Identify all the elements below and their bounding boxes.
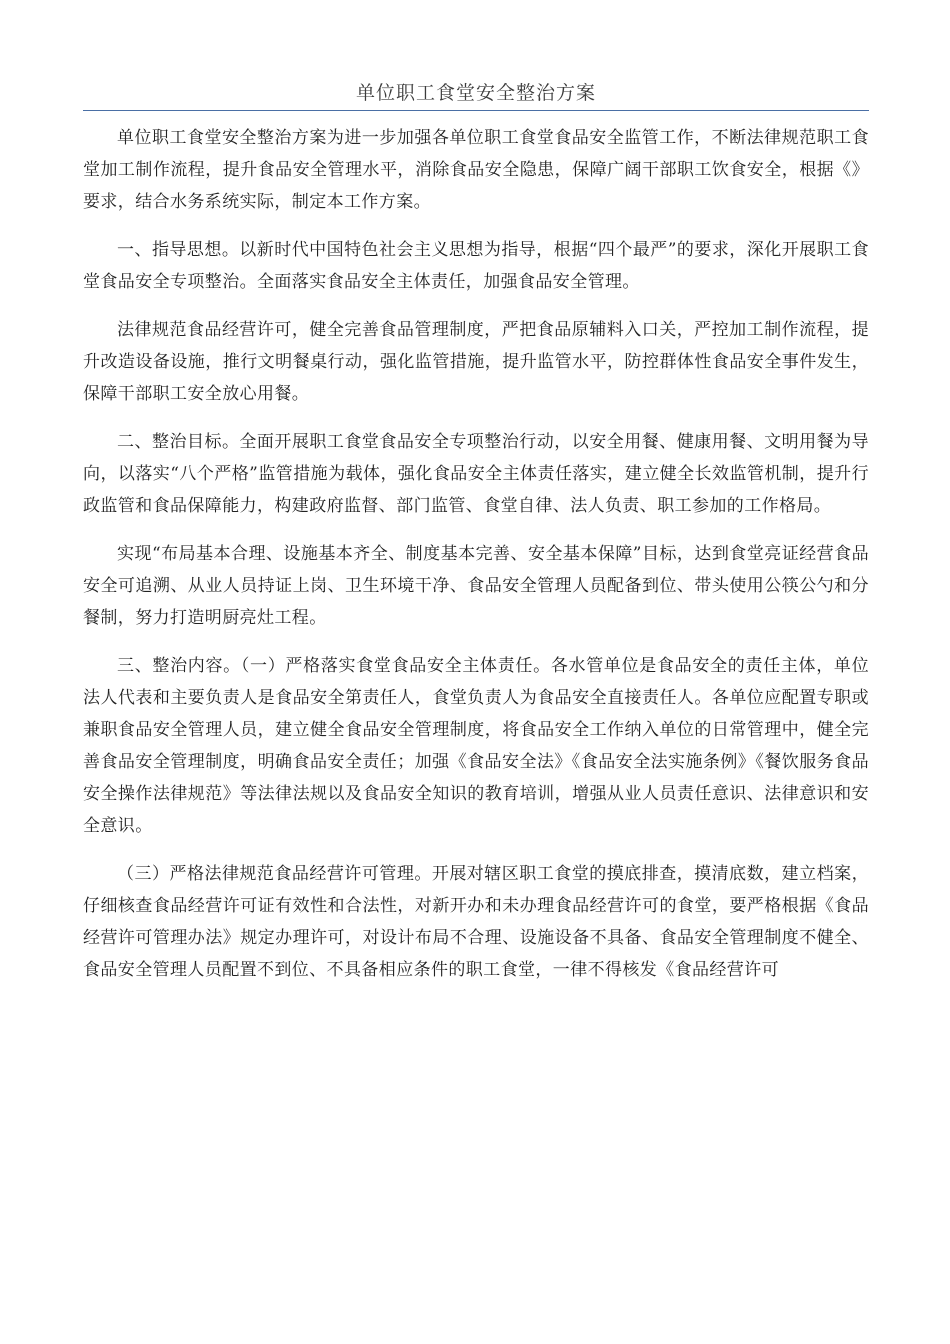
paragraph-achievement-targets: 实现“布局基本合理、设施基本齐全、制度基本完善、安全基本保障”目标，达到食堂亮证经营食品安全可追溯、从业人员持证上岗、卫生环境干净、食品安全管理人员配备到位、带头使用公筷公勺和分餐制，努力打造明厨亮灶工程。 [83,544,869,628]
paragraph-guiding-ideology: 一、指导思想。以新时代中国特色社会主义思想为指导，根据“四个最严”的要求，深化开展职工食堂食品安全专项整治。全面落实食品安全主体责任，加强食品安全管理。 [83,240,869,292]
paragraph-intro: 单位职工食堂安全整治方案为进一步加强各单位职工食堂食品安全监管工作，不断法律规范职工食堂加工制作流程，提升食品安全管理水平，消除食品安全隐患，保障广阔干部职工饮食安全，根据《》要求，结合水务系统实际，制定本工作方案。 [83,128,869,212]
paragraph-license-management: （三）严格法律规范食品经营许可管理。开展对辖区职工食堂的摸底排查，摸清底数，建立档案，仔细核查食品经营许可证有效性和合法性，对新开办和未办理食品经营许可的食堂，要严格根据《食品经营许可管理办法》规定办理许可，对设计布局不合理、设施设备不具备、食品安全管理制度不健全、食品安全管理人员配置不到位、不具备相应条件的职工食堂，一律不得核发《食品经营许可 [83,864,869,980]
document-body [83,122,869,1002]
document-header [83,76,869,111]
paragraph-rectification-goals: 二、整治目标。全面开展职工食堂食品安全专项整治行动，以安全用餐、健康用餐、文明用餐为导向，以落实“八个严格”监管措施为载体，强化食品安全主体责任落实，建立健全长效监管机制，提升行政监管和食品保障能力，构建政府监督、部门监管、食堂自律、法人负责、职工参加的工作格局。 [83,432,869,516]
document-title: 单位职工食堂安全整治方案 [355,82,596,104]
paragraph-rectification-content: 三、整治内容。（一）严格落实食堂食品安全主体责任。各水管单位是食品安全的责任主体，单位法人代表和主要负责人是食品安全第责任人，食堂负责人为食品安全直接责任人。各单位应配置专职或兼职食品安全管理人员，建立健全食品安全管理制度，将食品安全工作纳入单位的日常管理中，健全完善食品安全管理制度，明确食品安全责任；加强《食品安全法》《食品安全法实施条例》《餐饮服务食品安全操作法律规范》等法律法规以及食品安全知识的教育培训，增强从业人员责任意识、法律意识和安全意识。 [83,656,869,836]
paragraph-licensing-norms: 法律规范食品经营许可，健全完善食品管理制度，严把食品原辅料入口关，严控加工制作流程，提升改造设备设施，推行文明餐桌行动，强化监管措施，提升监管水平，防控群体性食品安全事件发生，保障干部职工安全放心用餐。 [83,320,869,404]
